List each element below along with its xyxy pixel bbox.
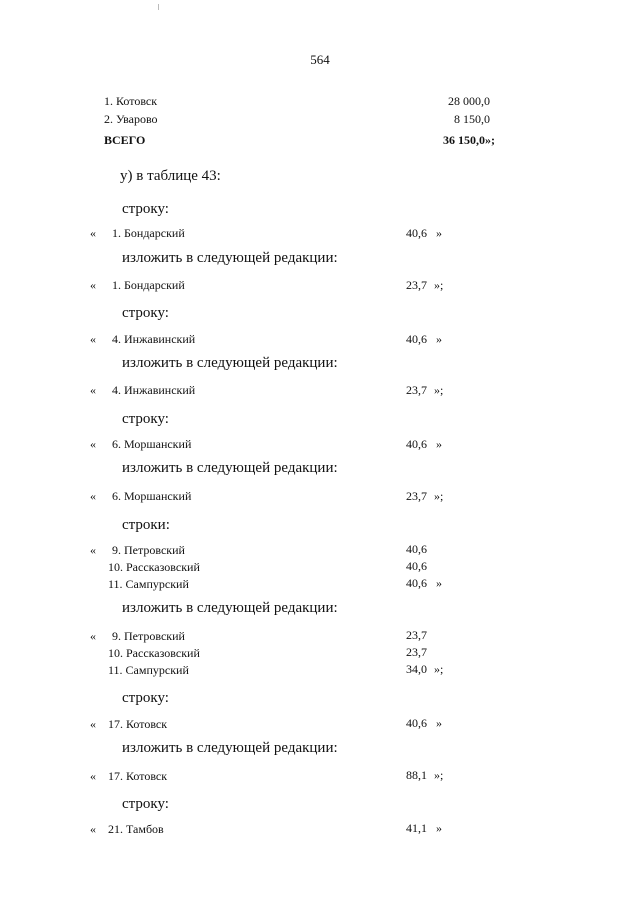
intro-text: строки: [122, 517, 170, 533]
edit-label: изложить в следующей редакции: [122, 250, 338, 266]
row-name: 1. Бондарский [112, 226, 185, 240]
close-quote: » [436, 437, 442, 451]
row-value: 23,7 [406, 628, 427, 642]
close-quote: » [436, 226, 442, 240]
edit-label: изложить в следующей редакции: [122, 740, 338, 756]
row-value: 40,6 [406, 437, 427, 451]
row-name: 21. Тамбов [108, 822, 164, 836]
table-row-value: 8 150,0 [454, 112, 490, 126]
row-name: 4. Инжавинский [112, 332, 196, 346]
row-value: 23,7 [406, 645, 427, 659]
open-quote: « [90, 489, 96, 503]
close-quote: » [436, 716, 442, 730]
close-quote: » [436, 821, 442, 835]
row-name: 4. Инжавинский [112, 383, 196, 397]
row-value: 40,6 [406, 559, 427, 573]
row-value: 41,1 [406, 821, 427, 835]
intro-text: строку: [122, 201, 169, 217]
close-quote: »; [434, 278, 444, 292]
page-number: 564 [310, 52, 330, 67]
edit-label: изложить в следующей редакции: [122, 600, 338, 616]
open-quote: « [90, 437, 96, 451]
row-name: 6. Моршанский [112, 489, 192, 503]
close-quote: »; [434, 489, 444, 503]
intro-text: строку: [122, 690, 169, 706]
open-quote: « [90, 822, 96, 836]
close-quote: » [436, 576, 442, 590]
row-name: 9. Петровский [112, 543, 185, 557]
row-value: 40,6 [406, 542, 427, 556]
row-value: 40,6 [406, 332, 427, 346]
total-value: 36 150,0»; [443, 133, 495, 147]
row-name: 1. Бондарский [112, 278, 185, 292]
row-value: 40,6 [406, 226, 427, 240]
row-value: 40,6 [406, 716, 427, 730]
open-quote: « [90, 717, 96, 731]
row-name: 17. Котовск [108, 769, 168, 783]
open-quote: « [90, 383, 96, 397]
open-quote: « [90, 543, 96, 557]
intro-text: строку: [122, 305, 169, 321]
open-quote: « [90, 278, 96, 292]
row-value: 23,7 [406, 489, 427, 503]
intro-text: строку: [122, 796, 169, 812]
row-name: 6. Моршанский [112, 437, 192, 451]
table-row-name: 2. Уварово [104, 112, 158, 126]
open-quote: « [90, 226, 96, 240]
row-value: 40,6 [406, 576, 427, 590]
row-name: 17. Котовск [108, 717, 168, 731]
open-quote: « [90, 629, 96, 643]
row-name: 11. Сампурский [108, 663, 189, 677]
row-value: 88,1 [406, 768, 427, 782]
total-label: ВСЕГО [104, 133, 146, 147]
edit-label: изложить в следующей редакции: [122, 460, 338, 476]
row-value: 23,7 [406, 383, 427, 397]
close-quote: »; [434, 768, 444, 782]
row-name: 9. Петровский [112, 629, 185, 643]
row-value: 23,7 [406, 278, 427, 292]
section-heading: у) в таблице 43: [120, 168, 221, 184]
table-row-value: 28 000,0 [448, 94, 490, 108]
scan-mark [158, 4, 159, 10]
row-name: 10. Рассказовский [108, 646, 200, 660]
close-quote: »; [434, 383, 444, 397]
row-value: 34,0 [406, 662, 427, 676]
intro-text: строку: [122, 411, 169, 427]
table-row-name: 1. Котовск [104, 94, 158, 108]
open-quote: « [90, 332, 96, 346]
open-quote: « [90, 769, 96, 783]
close-quote: »; [434, 662, 444, 676]
edit-label: изложить в следующей редакции: [122, 355, 338, 371]
row-name: 10. Рассказовский [108, 560, 200, 574]
row-name: 11. Сампурский [108, 577, 189, 591]
close-quote: » [436, 332, 442, 346]
